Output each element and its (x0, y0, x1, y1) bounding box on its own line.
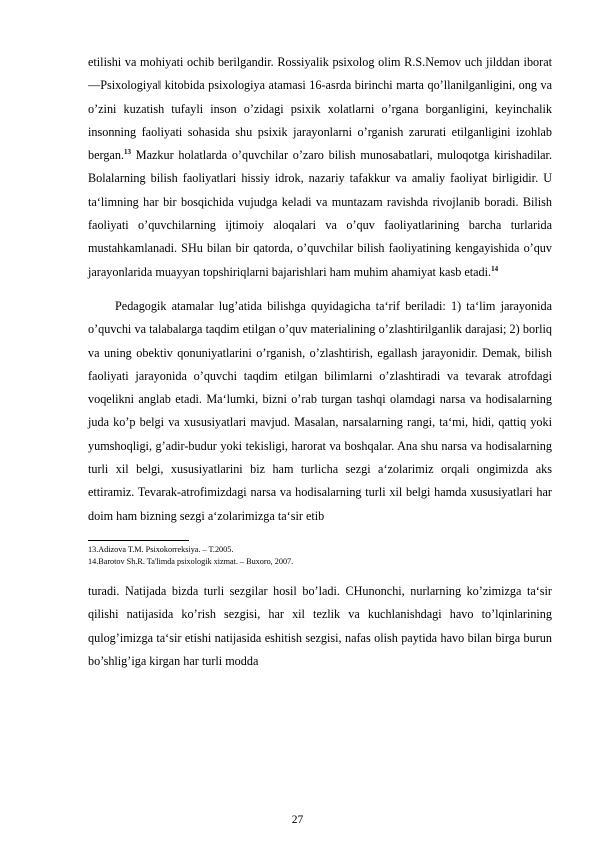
paragraph-1-text-a: etilishi va mohiyati ochib berilgandir. Rossiyalik psixolog olim R.S.Nemov uch jilddan iborat ―Psixologiya‖ kitobida psixologiya atamasi 16-asrda birinchi marta qo’llanilganligini, ong va o’zini kuzatish tufayli inson o’zidagi psixik xolatlarni o’rgana borganligini, keyinchalik insonning faoliyati sohasida shu psixik jarayonlarni o’rganish zarurati etilganligini izohlab bergan. (88, 55, 552, 163)
paragraph-1-text-b: Mazkur holatlarda o’quvchilar o’zaro bilish munosabatlari, muloqotga kirishadilar. Bolalarning bilish faoliyatlari hissiy idrok, nazariy tafakkur va amaliy faoliyat birligidir. U ta‘limning har bir bosqichida vujudga keladi va muntazam ravishda rivojlanib boradi. Bilish faoliyati o’quvchilarning ijtimoiy aloqalari va o’quv faoliyatlarining barcha turlarida mustahkamlanadi. SHu bilan bir qatorda, o’quvchilar bilish faoliyatining kengayishida o’quv jarayonlarida muayyan topshiriqlarni bajarishlari ham muhim ahamiyat kasb etadi. (88, 148, 552, 279)
footnote-ref-14[interactable]: 14 (491, 264, 499, 273)
body-paragraph-1 (88, 51, 552, 284)
document-page (88, 51, 552, 673)
footnote-13: 13.Adizova T.M. Psixokorreksiya. – T.2005. (88, 544, 234, 554)
footnote-divider (88, 540, 189, 541)
page-number: 27 (291, 814, 304, 826)
footnote-14: 14.Barotov Sh.R. Ta'limda psixologik xizmat. – Buxoro, 2007. (88, 556, 294, 566)
body-paragraph-2: Pedagogik atamalar lug’atida bilishga quyidagicha ta‘rif beriladi: 1) ta‘lim jarayonida o’quvchi va talabalarga taqdim etilgan o’quv materialining o’zlashtirilganlik darajasi; 2) borliq va uning obektiv qonuniyatlarini o’rganish, o’zlashtirish, egallash jarayonidir. Demak, bilish faoliyati jarayonida o’quvchi taqdim etilgan bilimlarni o’zlashtiradi va tevarak atrofdagi voqelikni anglab etadi. Ma‘lumki, bizni o’rab turgan tashqi olamdagi narsa va hodisalarning juda ko’p belgi va xususiyatlari mavjud. Masalan, narsalarning rangi, ta‘mi, hidi, qattiq yoki yumshoqligi, g’adir-budur yoki tekisligi, harorat va boshqalar. Ana shu narsa va hodisalarning turli xil belgi, xususiyatlarini biz ham turlicha sezgi a‘zolarimiz orqali ongimizda aks ettiramiz. Tevarak-atrofimizdagi narsa va hodisalarning turli xil belgi hamda xususiyatlari har doim ham bizning sezgi a‘zolarimizga ta‘sir etib (88, 298, 552, 523)
body-paragraph-3: turadi. Natijada bizda turli sezgilar hosil bo’ladi. CHunonchi, nurlarning ko’zimizga ta‘sir qilishi natijasida ko’rish sezgisi, har xil tezlik va kuchlanishdagi havo to’lqinlarining qulog’imizga ta‘sir etishi natijasida eshitish sezgisi, nafas olish paytida havo bilan birga burun bo’shlig’iga kirgan har turli modda (88, 583, 552, 668)
footnote-ref-13[interactable]: 13 (124, 148, 131, 157)
